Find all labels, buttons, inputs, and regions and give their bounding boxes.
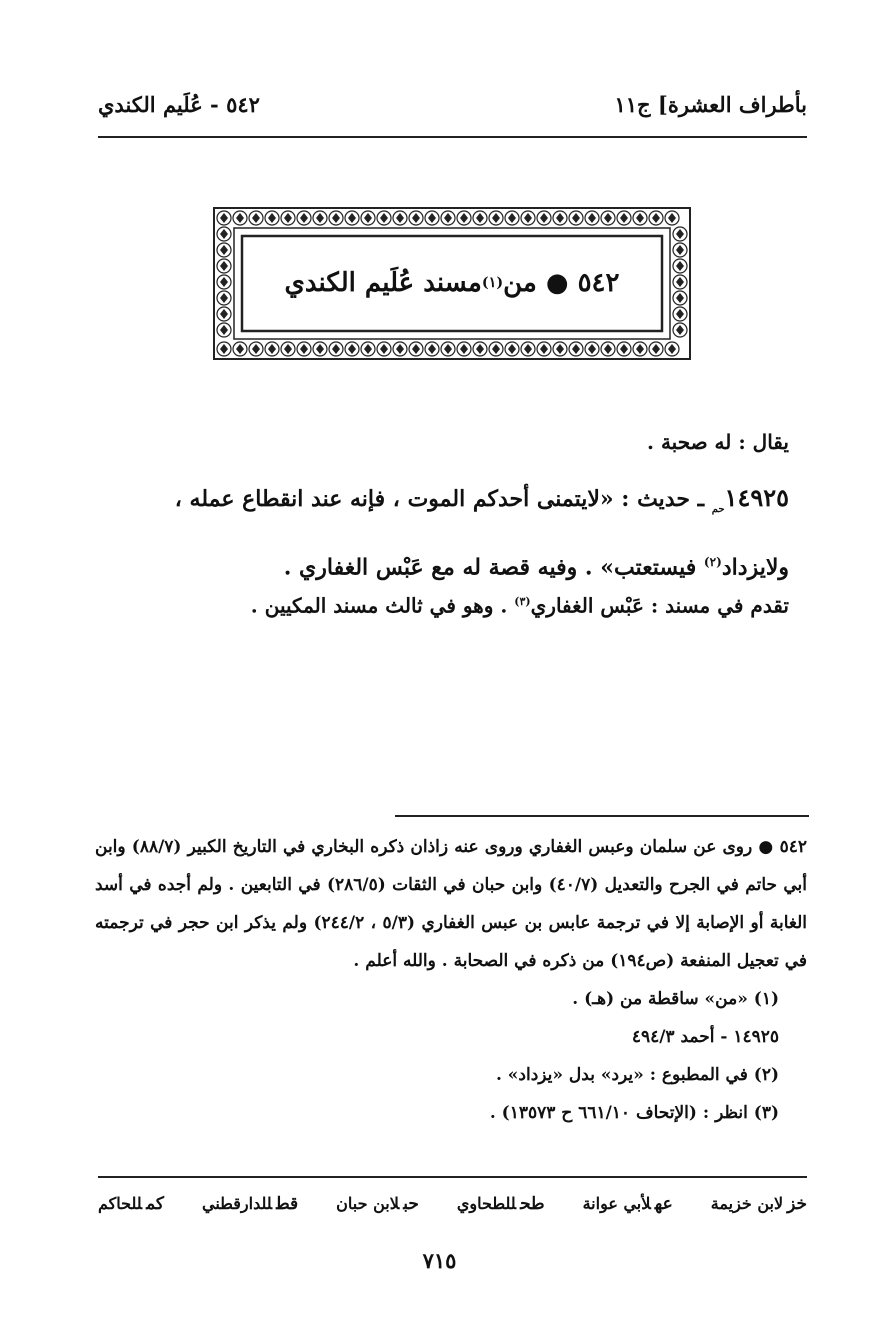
hadith-line-1 [98, 472, 789, 536]
footnote-separator [395, 815, 809, 817]
hadith-entry [98, 472, 789, 593]
intro-paragraph [98, 420, 789, 464]
running-header [98, 84, 807, 124]
hadith-line-2: ولايزداد$^{(٢)}$ فيستعتب» . وفيه قصة له مع عَبْس الغفاري . [283, 554, 789, 581]
legend-rule [98, 1176, 807, 1178]
header-book-title: بأطراف العشرة] ج١١ [614, 91, 807, 117]
hadith-siglum: حم [711, 503, 725, 515]
hadith-number: $١٤٩٢٥_{حم}$ [711, 483, 789, 515]
musnad-title [246, 250, 658, 316]
footnote-item: (٢) في المطبوع : «يرد» بدل «يزداد» . [495, 1065, 779, 1085]
footnote-ref-2: (٢) [703, 554, 722, 569]
footnote-ref-3: (٣) [514, 595, 531, 608]
header-chapter-title: ٥٤٢ - عُلَيم الكندي [98, 91, 260, 117]
musnad-title-number: ٥٤٢ ● من [503, 268, 620, 298]
footnote-main: ٥٤٢ ● روى عن سلمان وعبس الغفاري وروى عنه زاذان ذكره البخاري في التاريخ الكبير (٨٨/٧) وابن أبي حاتم في الجرح والتعديل (٤٠/٧) وابن حبان في الثقات (٢٨٦/٥) في التابعين . ولم أجده في أسد الغابة أو الإصابة إلا في ترجمة عابس بن عبس الغفاري (٥/٣ ، ٢٤٤/٢) ولم يذكر ابن حجر في ترجمته في تعجيل المنفعة (ص١٩٤) من ذكره في الصحابة . والله أعلم . [95, 837, 807, 971]
legend-item: خزلابن خزيمة [710, 1194, 807, 1214]
legend-item: عهلأبي عوانة [582, 1194, 673, 1214]
footnote-item: (٣) انظر : (الإتحاف ٦٦١/١٠ ح ١٣٥٧٣) . [489, 1103, 779, 1123]
legend-item: طحللطحاوي [456, 1194, 545, 1214]
cross-reference-note: تقدم في مسند : عَبْس الغفاري$^{(٣)}$ . وهو في ثالث مسند المكيين . [250, 593, 789, 618]
legend-item: حبلابن حبان [336, 1194, 419, 1214]
hadith-text-1: ـ حديث : «لايتمنى أحدكم الموت ، فإنه عند انقطاع عمله ، [174, 486, 712, 512]
footnote-item: (١) «من» ساقطة من (هـ) . [572, 989, 779, 1009]
page-number: ٧١٥ [422, 1248, 457, 1273]
header-rule [98, 136, 807, 138]
footnote-item: ١٤٩٢٥ - أحمد ٤٩٤/٣ [631, 1027, 779, 1047]
footnotes [95, 828, 807, 1132]
footnote-ref-1: (١) [481, 275, 504, 291]
musnad-title-name: مسند عُلَيم الكندي [284, 268, 482, 298]
abbreviation-legend [98, 1186, 807, 1222]
legend-item: كمللحاكم [98, 1194, 164, 1214]
ornamental-title-frame [212, 206, 692, 361]
intro-text: يقال : له صحبة . [647, 430, 789, 454]
legend-item: قطللدارقطني [201, 1194, 299, 1214]
